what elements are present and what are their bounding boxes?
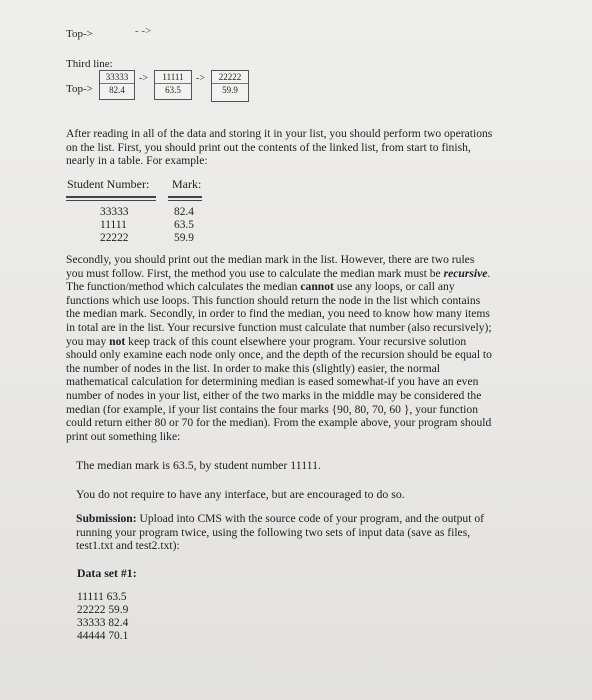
top-pointer-arrow: - -> [135, 25, 152, 37]
table-header-rule-right-2 [168, 200, 202, 201]
table-row-3-student: 22222 [100, 232, 129, 244]
list-node-1 [99, 70, 135, 100]
dataset-row-1: 11111 63.5 [77, 591, 127, 603]
node-2-id: 11111 [155, 71, 191, 84]
node-1-id: 33333 [100, 71, 134, 84]
node-1-mark: 82.4 [109, 85, 125, 95]
median-output-line: The median mark is 63.5, by student number 11111. [76, 458, 321, 472]
submission-paragraph [76, 512, 496, 553]
table-header-student: Student Number: [67, 177, 150, 191]
table-row-2-mark: 63.5 [174, 219, 194, 231]
table-row-1-student: 33333 [100, 206, 129, 218]
top-pointer-label: Top-> [66, 28, 93, 40]
table-header-rule-left [66, 196, 156, 198]
third-line-heading: Third line: [66, 58, 113, 70]
submission-text: Upload into CMS with the source code of your program, and the output of running your program twice, using the following two sets of input data (save as files, test1.txt and test2.txt): [76, 512, 485, 553]
median-text-3: use any loops, or call any functions which use loops. This function should return the node in the list which contains the median mark. Secondly, in order to find the median, you need to know how many items in total are in the list. Your recursive function must calculate that number (also recursively); you may [66, 280, 492, 348]
dataset-row-3: 33333 82.4 [77, 617, 129, 629]
dataset-row-4: 44444 70.1 [77, 630, 129, 642]
list-node-2 [154, 70, 192, 100]
node-arrow-1: -> [139, 73, 148, 84]
table-row-3-mark: 59.9 [174, 232, 194, 244]
node-arrow-2: -> [196, 73, 205, 84]
table-header-mark: Mark: [172, 177, 202, 191]
node-3-id: 22222 [212, 71, 248, 84]
table-row-2-student: 11111 [100, 219, 127, 231]
list-node-3 [211, 70, 249, 102]
median-text-4: keep track of this count elsewhere your program. Your recursive solution should only examine each node only once, and the depth of the recursion should be equal to the number of nodes in the list. In order to make this (slightly) easier, the normal mathematical calculation for determining median is eased somewhat-if you have an even number of nodes in your list, either of the two marks in the middle may be considered the median (for example, if your list contains the four marks {90, 80, 70, 60 }, your function could return either 80 or 70 for the median). From the example above, your program should print out something like: [66, 334, 492, 443]
intro-paragraph: After reading in all of the data and storing it in your list, you should perform two operations on the list. First, you should print out the contents of the linked list, from start to finish, nearly in a table. For example: [66, 127, 493, 168]
median-cannot-emphasis: cannot [300, 280, 334, 294]
dataset-row-2: 22222 59.9 [77, 604, 129, 616]
table-row-1-mark: 82.4 [174, 206, 194, 218]
median-paragraph [66, 253, 492, 443]
median-not-emphasis: not [109, 334, 126, 348]
submission-label: Submission: [76, 512, 137, 525]
node-2-mark: 63.5 [165, 85, 181, 95]
median-text-1: Secondly, you should print out the median mark in the list. However, there are two rules you must follow. First, the method you use to calculate the median mark must be [66, 253, 475, 280]
table-header-rule-left-2 [66, 200, 156, 201]
table-header-rule-right [168, 196, 202, 198]
interface-note: You do not require to have any interface, but are encouraged to do so. [76, 487, 405, 501]
node-3-mark: 59.9 [222, 85, 238, 95]
median-recursive-emphasis: recursive [443, 266, 488, 280]
median-text-2: . The function/method which calculates the median [66, 266, 491, 294]
diagram-top-label: Top-> [66, 83, 93, 95]
dataset-title: Data set #1: [77, 566, 137, 580]
